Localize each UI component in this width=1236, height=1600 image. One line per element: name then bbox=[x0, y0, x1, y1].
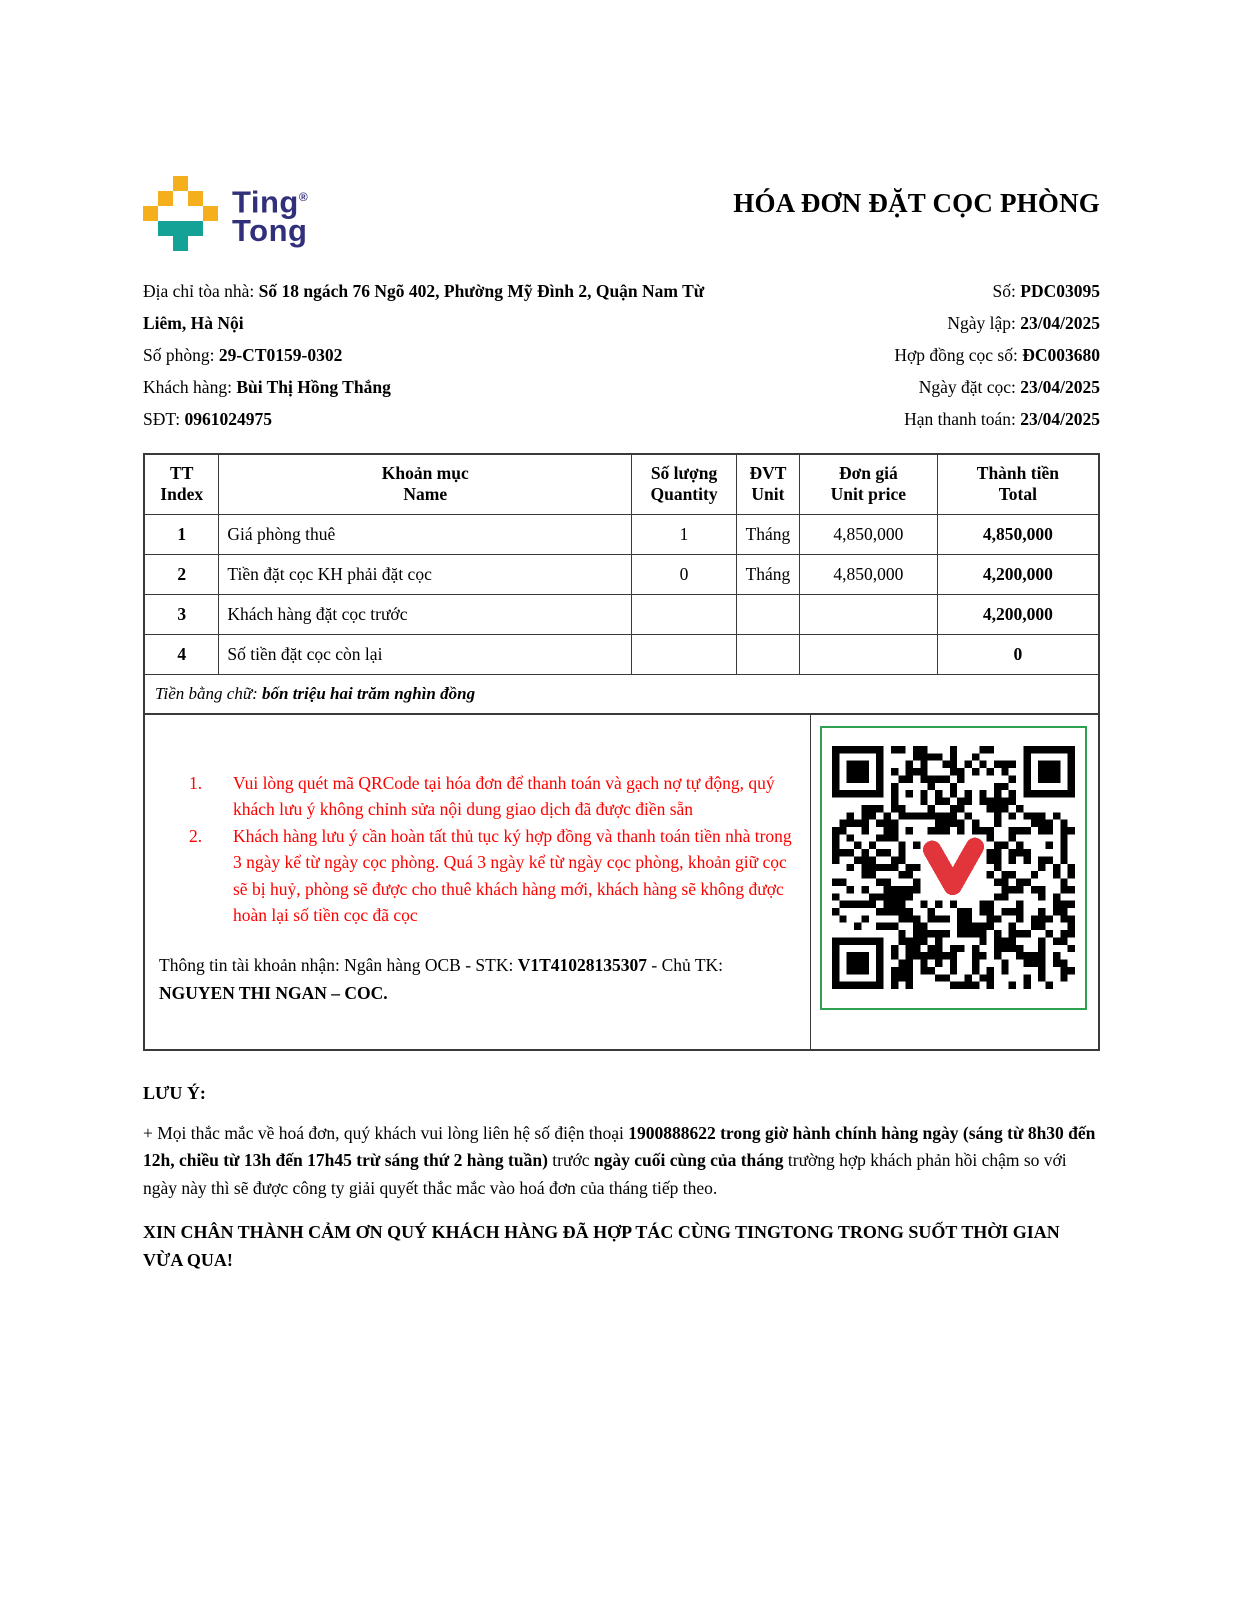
row1-total: 4,850,000 bbox=[937, 514, 1099, 554]
row2-name: Tiền đặt cọc KH phải đặt cọc bbox=[219, 554, 632, 594]
row1-unit: Tháng bbox=[736, 514, 799, 554]
row4-index: 4 bbox=[144, 634, 219, 674]
row3-qty bbox=[632, 594, 737, 634]
registered-mark: ® bbox=[298, 190, 309, 204]
page-title: HÓA ĐƠN ĐẶT CỌC PHÒNG bbox=[733, 188, 1100, 218]
issue-date-line bbox=[894, 307, 1100, 339]
tingtong-logo bbox=[143, 176, 308, 251]
note-item-1 bbox=[189, 770, 796, 823]
invoice-meta bbox=[894, 275, 1100, 435]
note-2-number: 2. bbox=[189, 825, 203, 846]
customer-name-label: Khách hàng: bbox=[143, 377, 237, 397]
row3-index: 3 bbox=[144, 594, 219, 634]
note-item-2 bbox=[189, 823, 796, 929]
issue-date-value: 23/04/2025 bbox=[1020, 313, 1100, 333]
row2-qty: 0 bbox=[632, 554, 737, 594]
row2-total: 4,200,000 bbox=[937, 554, 1099, 594]
invoice-content bbox=[143, 176, 1100, 1274]
customer-info bbox=[143, 275, 708, 435]
logo-word-ting: Ting® bbox=[232, 184, 309, 220]
payment-qr-code bbox=[832, 746, 1075, 989]
customer-name-value: Bùi Thị Hồng Thắng bbox=[236, 377, 391, 397]
row3-unit-price bbox=[799, 594, 937, 634]
building-address-value: Số 18 ngách 76 Ngõ 402, Phường Mỹ Đình 2, Quận Nam Từ Liêm, Hà Nội bbox=[143, 281, 705, 333]
row4-name: Số tiền đặt cọc còn lại bbox=[219, 634, 632, 674]
col-header-unit-price: Đơn giá Unit price bbox=[799, 454, 937, 514]
invoice-number-label: Số: bbox=[992, 281, 1021, 301]
invoice-header bbox=[143, 176, 1100, 251]
building-address-line bbox=[143, 275, 708, 339]
phone-value: 0961024975 bbox=[184, 409, 272, 429]
deposit-date-label: Ngày đặt cọc: bbox=[918, 377, 1021, 397]
row2-unit-price: 4,850,000 bbox=[799, 554, 937, 594]
phone-line bbox=[143, 403, 708, 435]
thank-you-paragraph: XIN CHÂN THÀNH CẢM ƠN QUÝ KHÁCH HÀNG ĐÃ HỢP TÁC CÙNG TINGTONG TRONG SUỐT THỜI GIAN VỪA QUA! bbox=[143, 1222, 1060, 1270]
table-row bbox=[144, 554, 1099, 594]
amount-in-words-value: bốn triệu hai trăm nghìn đồng bbox=[262, 683, 476, 703]
room-number-value: 29-CT0159-0302 bbox=[218, 345, 343, 365]
row3-unit bbox=[736, 594, 799, 634]
col-header-unit: ĐVT Unit bbox=[736, 454, 799, 514]
col-header-total: Thành tiền Total bbox=[937, 454, 1099, 514]
room-number-line bbox=[143, 339, 708, 371]
amount-in-words bbox=[144, 674, 1099, 714]
notice-heading: LƯU Ý: bbox=[143, 1082, 206, 1103]
table-header-row bbox=[144, 454, 1099, 514]
deposit-date-line bbox=[894, 371, 1100, 403]
row1-unit-price: 4,850,000 bbox=[799, 514, 937, 554]
payment-notes-box bbox=[143, 715, 1100, 1051]
invoice-number-line bbox=[894, 275, 1100, 307]
row2-unit: Tháng bbox=[736, 554, 799, 594]
invoice-number-value: PDC03095 bbox=[1020, 281, 1100, 301]
row3-total: 4,200,000 bbox=[937, 594, 1099, 634]
payment-due-line bbox=[894, 403, 1100, 435]
room-number-label: Số phòng: bbox=[143, 345, 219, 365]
row4-qty bbox=[632, 634, 737, 674]
note-2-text: Khách hàng lưu ý cần hoàn tất thủ tục ký hợp đồng và thanh toán tiền nhà trong 3 ngày kể từ ngày cọc phòng. Quá 3 ngày kể từ ngày cọc phòng, khoản giữ cọc sẽ bị huỷ, phòng sẽ được cho thuê khách hàng mới, khách hàng sẽ không được hoàn lại số tiền cọc đã cọc bbox=[233, 825, 792, 925]
phone-label: SĐT: bbox=[143, 409, 185, 429]
tingtong-logo-icon bbox=[143, 176, 218, 251]
payment-due-label: Hạn thanh toán: bbox=[904, 409, 1021, 429]
col-header-name: Khoản mục Name bbox=[219, 454, 632, 514]
tingtong-logo-text bbox=[232, 183, 308, 251]
amount-in-words-row bbox=[144, 674, 1099, 714]
bank-account-info: Thông tin tài khoản nhận: Ngân hàng OCB - STK: V1T41028135307 - Chủ TK: NGUYEN THI NGAN – COC. bbox=[159, 954, 724, 1003]
col-header-quantity: Số lượng Quantity bbox=[632, 454, 737, 514]
col-header-index: TT Index bbox=[144, 454, 219, 514]
contract-number-line bbox=[894, 339, 1100, 371]
row3-name: Khách hàng đặt cọc trước bbox=[219, 594, 632, 634]
table-row bbox=[144, 514, 1099, 554]
payment-notes-list bbox=[159, 770, 796, 929]
note-1-number: 1. bbox=[189, 772, 203, 793]
deposit-date-value: 23/04/2025 bbox=[1020, 377, 1100, 397]
payment-notes bbox=[145, 715, 811, 1049]
building-address-label: Địa chỉ tòa nhà: bbox=[143, 281, 259, 301]
row1-name: Giá phòng thuê bbox=[219, 514, 632, 554]
line-items-table bbox=[143, 453, 1100, 715]
contract-number-value: ĐC003680 bbox=[1022, 345, 1100, 365]
logo-word-tong: Tong bbox=[232, 213, 308, 249]
contract-number-label: Hợp đồng cọc số: bbox=[894, 345, 1023, 365]
row4-unit-price bbox=[799, 634, 937, 674]
row1-index: 1 bbox=[144, 514, 219, 554]
notice-paragraph: + Mọi thắc mắc về hoá đơn, quý khách vui lòng liên hệ số điện thoại 1900888622 trong giờ hành chính hàng ngày (sáng từ 8h30 đến 12h, chiều từ 13h đến 17h45 trừ sáng thứ 2 hàng tuần) trước ngày cuối cùng của tháng trường hợp khách phản hồi chậm so với ngày này thì sẽ được công ty giải quyết thắc mắc vào hoá đơn của tháng tiếp theo. bbox=[143, 1122, 1096, 1198]
row4-total: 0 bbox=[937, 634, 1099, 674]
payment-due-value: 23/04/2025 bbox=[1020, 409, 1100, 429]
customer-name-line bbox=[143, 371, 708, 403]
amount-in-words-label: Tiền bằng chữ: bbox=[155, 683, 263, 703]
invoice-info bbox=[143, 275, 1100, 435]
qr-frame bbox=[820, 726, 1087, 1010]
table-row bbox=[144, 634, 1099, 674]
row1-qty: 1 bbox=[632, 514, 737, 554]
note-1-text: Vui lòng quét mã QRCode tại hóa đơn để thanh toán và gạch nợ tự động, quý khách lưu ý không chỉnh sửa nội dung giao dịch đã được điền sẵn bbox=[233, 772, 775, 819]
issue-date-label: Ngày lập: bbox=[947, 313, 1021, 333]
row4-unit bbox=[736, 634, 799, 674]
qr-panel bbox=[811, 715, 1098, 1049]
row2-index: 2 bbox=[144, 554, 219, 594]
table-row bbox=[144, 594, 1099, 634]
